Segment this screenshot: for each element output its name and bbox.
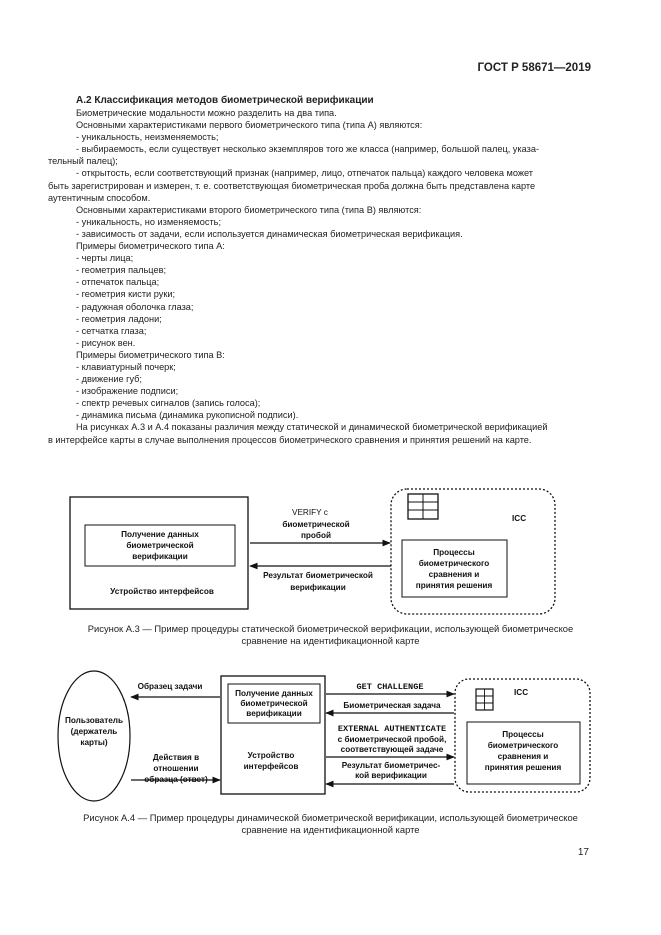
list-item: - изображение подписи; xyxy=(76,386,179,397)
result-label: Результат биометричес- xyxy=(341,761,441,770)
caption-line: Рисунок А.4 — Пример процедуры динамической биометрической верификации, использующей биометрическое xyxy=(83,812,578,823)
list-item: - геометрия ладони; xyxy=(76,313,162,324)
list-item: - зависимость от задачи, если используется динамическая биометрическая верификация. xyxy=(76,228,463,239)
paragraph: Примеры биометрического типа А: xyxy=(76,241,225,252)
acquisition-label: биометрической xyxy=(126,541,194,550)
bio-task-label: Биометрическая задача xyxy=(343,701,441,710)
action-label: отношении xyxy=(153,764,199,773)
result-label: кой верификации xyxy=(355,771,427,780)
processes-label: сравнения и xyxy=(428,570,480,579)
icc-label: ICC xyxy=(514,688,529,697)
list-item: - уникальность, но изменяемость; xyxy=(76,216,221,227)
list-item: - клавиатурный почерк; xyxy=(76,361,176,372)
acquisition-label: Получение данных xyxy=(235,689,313,698)
paragraph: Биометрические модальности можно разделить на два типа. xyxy=(76,108,337,118)
figure-a4 xyxy=(58,671,590,801)
verify-label: VERIFY с xyxy=(292,508,328,517)
result-label: верификации xyxy=(290,583,346,592)
list-item: - движение губ; xyxy=(76,374,142,385)
device-label: интерфейсов xyxy=(243,762,299,771)
processes-label: принятия решения xyxy=(415,581,493,590)
paragraph: На рисунках А.3 и А.4 показаны различия между статической и динамической биометрической верификацией xyxy=(76,422,548,433)
page-number: 17 xyxy=(577,847,589,858)
verify-label: биометрической xyxy=(282,520,350,529)
verify-label: пробой xyxy=(300,531,332,540)
user-label: (держатель xyxy=(70,727,118,736)
list-item: - открытость, если соответствующий признак (например, лицо, отпечаток пальца) каждого человека может xyxy=(76,168,533,179)
smart-card-chip-icon xyxy=(476,689,493,710)
external-auth-label: с биометрической пробой, xyxy=(337,735,447,744)
section-title: А.2 Классификация методов биометрической верификации xyxy=(76,95,374,106)
acquisition-label: биометрической xyxy=(240,699,308,708)
list-item: - рисунок вен. xyxy=(76,337,136,348)
icc-label: ICC xyxy=(512,514,527,523)
action-label: образца (ответ) xyxy=(144,775,208,784)
paragraph-continuation: в интерфейсе карты в случае выполнения процессов биометрического сравнения и принятия решений на карте. xyxy=(48,434,532,445)
action-label: Действия в xyxy=(152,753,200,762)
figure-a3 xyxy=(70,489,555,614)
list-item: - геометрия пальцев; xyxy=(76,265,167,276)
result-label: Результат биометрической xyxy=(263,571,373,580)
list-item: - уникальность, неизменяемость; xyxy=(76,132,219,143)
user-ellipse xyxy=(58,671,130,801)
figure-a4-caption xyxy=(30,812,631,836)
processes-label: принятия решения xyxy=(484,763,562,772)
document-header: ГОСТ Р 58671—2019 xyxy=(477,62,591,74)
caption-line: Рисунок А.3 — Пример процедуры статической биометрической верификации, использующей биометрическое xyxy=(87,623,574,634)
paragraph: Основными характеристиками первого биометрического типа (типа А) являются: xyxy=(76,120,423,131)
processes-label: биометрического xyxy=(487,741,559,750)
list-item-continuation: аутентичным способом. xyxy=(48,192,151,203)
user-label: карты) xyxy=(80,738,108,747)
list-item: - радужная оболочка глаза; xyxy=(76,301,194,312)
paragraph: Примеры биометрического типа В: xyxy=(76,349,225,360)
acquisition-label: верификации xyxy=(246,709,302,718)
external-auth-label: соответствующей задаче xyxy=(340,745,444,754)
list-item: - геометрия кисти руки; xyxy=(76,289,176,300)
acquisition-label: Получение данных xyxy=(121,530,199,539)
processes-label: биометрического xyxy=(418,559,490,568)
external-auth-label: EXTERNAL AUTHENTICATE xyxy=(337,724,447,734)
user-label: Пользователь xyxy=(64,716,124,725)
processes-label: Процессы xyxy=(433,548,475,557)
list-item: - спектр речевых сигналов (запись голоса); xyxy=(76,398,261,409)
paragraph: Основными характеристиками второго биометрического типа (типа В) являются: xyxy=(76,204,422,215)
caption-line: сравнение на идентификационной карте xyxy=(241,635,420,646)
get-challenge-label: GET CHALLENGE xyxy=(356,682,424,692)
list-item: - черты лица; xyxy=(76,253,134,264)
acquisition-label: верификации xyxy=(132,552,188,561)
list-item: - сетчатка глаза; xyxy=(76,325,147,336)
device-label: Устройство xyxy=(247,751,295,760)
smart-card-chip-icon xyxy=(408,494,438,519)
list-item-continuation: тельный палец); xyxy=(48,156,118,167)
caption-line: сравнение на идентификационной карте xyxy=(241,824,420,835)
processes-label: сравнения и xyxy=(497,752,549,761)
list-item: - динамика письма (динамика рукописной подписи). xyxy=(76,410,299,421)
sample-label: Образец задачи xyxy=(137,682,203,691)
device-label: Устройство интерфейсов xyxy=(110,587,214,596)
list-item: - отпечаток пальца; xyxy=(76,277,160,288)
list-item: - выбираемость, если существует несколько экземпляров того же класса (например, большой палец, указа- xyxy=(76,144,540,155)
processes-label: Процессы xyxy=(502,730,544,739)
figure-a3-caption xyxy=(30,623,631,647)
list-item-continuation: быть зарегистрирован и измерен, т. е. соответствующая биометрическая проба должна быть представлена карте xyxy=(48,180,536,191)
